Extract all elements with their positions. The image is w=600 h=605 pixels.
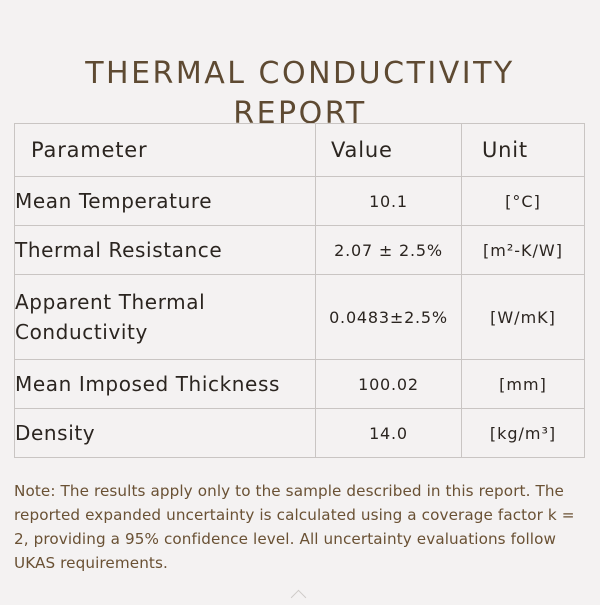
row-parameter: Density <box>15 409 316 458</box>
header-value: Value <box>316 124 462 177</box>
row-value: 2.07 ± 2.5% <box>316 226 462 275</box>
row-parameter <box>15 275 316 360</box>
row-unit: [mm] <box>462 360 585 409</box>
row-parameter-line2: Conductivity <box>15 320 148 344</box>
row-value: 0.0483±2.5% <box>316 275 462 360</box>
row-unit: [kg/m³] <box>462 409 585 458</box>
table-row <box>15 275 585 360</box>
table-row <box>15 360 585 409</box>
parameter-table <box>14 123 585 458</box>
chevron-up-icon <box>291 590 307 605</box>
report-title-line1: THERMAL CONDUCTIVITY <box>85 56 515 92</box>
report-note: Note: The results apply only to the sample described in this report. The reported expanded uncertainty is calculated using a coverage factor k = 2, providing a 95% confidence level. All uncertainty evaluations follow UKAS requirements. <box>14 482 575 572</box>
header-parameter: Parameter <box>15 124 316 177</box>
table-row <box>15 177 585 226</box>
row-value: 100.02 <box>316 360 462 409</box>
row-parameter-line1: Apparent Thermal <box>15 290 206 314</box>
table-row <box>15 226 585 275</box>
row-value: 14.0 <box>316 409 462 458</box>
report-title-line2: REPORT <box>233 96 367 132</box>
row-parameter: Thermal Resistance <box>15 226 316 275</box>
row-unit: [W/mK] <box>462 275 585 360</box>
row-parameter: Mean Imposed Thickness <box>15 360 316 409</box>
row-unit: [m²-K/W] <box>462 226 585 275</box>
row-parameter: Mean Temperature <box>15 177 316 226</box>
row-unit: [°C] <box>462 177 585 226</box>
table-header-row <box>15 124 585 177</box>
header-unit: Unit <box>462 124 585 177</box>
table-row <box>15 409 585 458</box>
row-value: 10.1 <box>316 177 462 226</box>
